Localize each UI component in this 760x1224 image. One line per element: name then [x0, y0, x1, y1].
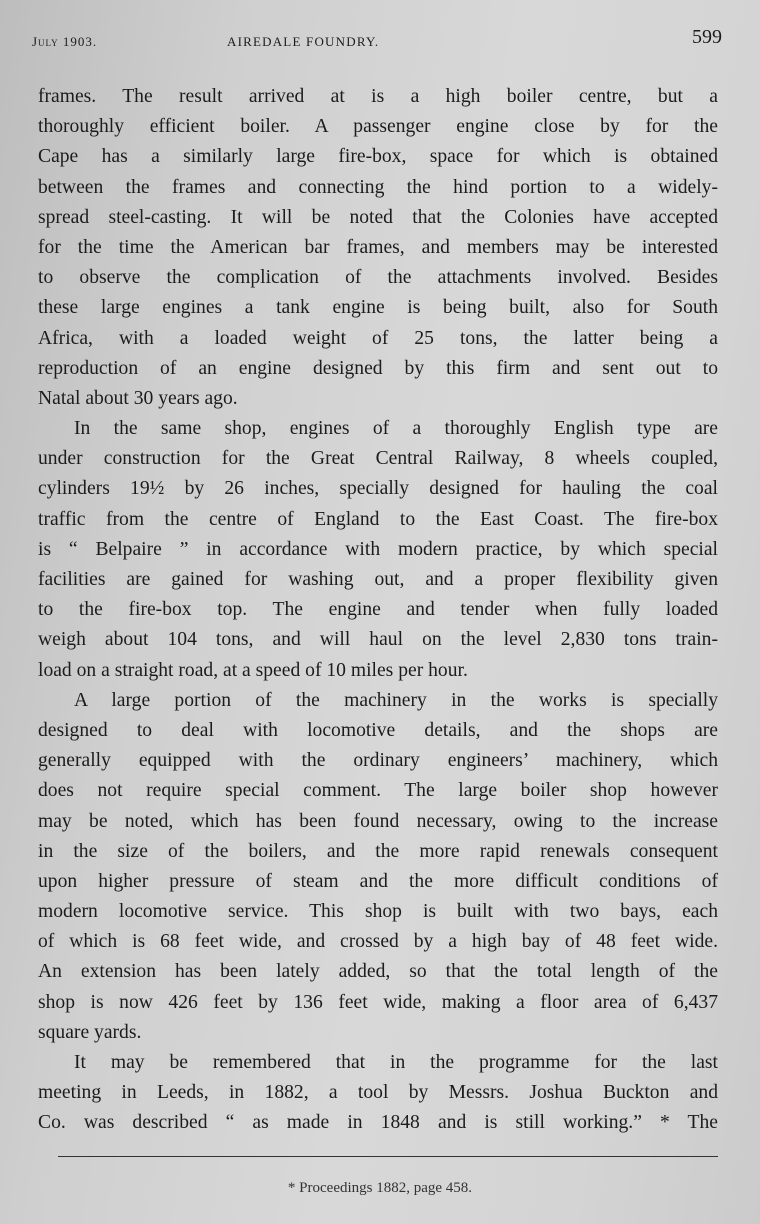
text-line: In the same shop, engines of a thoroughly English type are [74, 418, 718, 440]
text-line: thoroughly efficient boiler. A passenger engine close by for the [38, 116, 718, 138]
text-line: is “ Belpaire ” in accordance with modern practice, by which special [38, 538, 718, 560]
footnote-divider [58, 1156, 718, 1157]
paragraph [38, 414, 718, 686]
text-line: traffic from the centre of England to the East Coast. The fire-box [38, 508, 718, 530]
text-line: An extension has been lately added, so that the total length of the [38, 961, 718, 983]
text-line: It may be remembered that in the programme for the last [74, 1052, 718, 1073]
text-line: meeting in Leeds, in 1882, a tool by Messrs. Joshua Buckton and [38, 1082, 718, 1104]
text-line: Africa, with a loaded weight of 25 tons, the latter being a [38, 327, 718, 349]
text-line: facilities are gained for washing out, and a proper flexibility given [38, 569, 718, 590]
text-line: generally equipped with the ordinary engineers’ machinery, which [38, 750, 718, 772]
text-line: Natal about 30 years ago. [38, 387, 238, 409]
header-date: July 1903. [32, 34, 98, 49]
text-line: upon higher pressure of steam and the more difficult conditions of [38, 870, 718, 892]
text-line: spread steel-casting. It will be noted that the Colonies have accepted [38, 206, 718, 228]
text-line: of which is 68 feet wide, and crossed by a high bay of 48 feet wide. [38, 931, 718, 953]
text-line: load on a straight road, at a speed of 10 miles per hour. [38, 659, 468, 681]
text-line: does not require special comment. The large boiler shop however [38, 780, 718, 802]
text-line: A large portion of the machinery in the works is specially [74, 689, 718, 711]
text-line: for the time the American bar frames, and members may be interested [38, 236, 718, 258]
text-line: reproduction of an engine designed by this firm and sent out to [38, 357, 718, 379]
page-number: 599 [692, 26, 722, 48]
text-line: to observe the complication of the attachments involved. Besides [38, 267, 718, 289]
text-line: under construction for the Great Central Railway, 8 wheels coupled, [38, 448, 718, 470]
text-line: may be noted, which has been found necessary, owing to the increase [38, 810, 718, 832]
paragraph [38, 1048, 718, 1139]
text-line: to the fire-box top. The engine and tender when fully loaded [38, 599, 718, 621]
body-text [38, 82, 718, 1139]
paragraph [38, 686, 718, 1048]
footnote: * Proceedings 1882, page 458. [287, 1180, 473, 1196]
paragraph [38, 82, 718, 414]
text-line: cylinders 19½ by 26 inches, specially designed for hauling the coal [38, 478, 718, 500]
text-line: designed to deal with locomotive details, and the shops are [38, 719, 718, 741]
text-line: frames. The result arrived at is a high boiler centre, but a [38, 86, 718, 107]
text-line: in the size of the boilers, and the more rapid renewals consequent [38, 840, 718, 862]
text-line: modern locomotive service. This shop is built with two bays, each [38, 901, 718, 923]
header-title: AIREDALE FOUNDRY. [227, 34, 380, 49]
text-line: Cape has a similarly large fire-box, space for which is obtained [38, 146, 718, 168]
text-line: weigh about 104 tons, and will haul on the level 2,830 tons train- [38, 629, 718, 651]
text-line: Co. was described “ as made in 1848 and is still working.” * The [38, 1112, 718, 1134]
running-header [32, 26, 722, 54]
text-line: square yards. [38, 1021, 142, 1043]
text-line: shop is now 426 feet by 136 feet wide, making a floor area of 6,437 [38, 991, 718, 1013]
text-line: between the frames and connecting the hind portion to a widely- [38, 176, 718, 198]
text-line: these large engines a tank engine is being built, also for South [38, 297, 718, 319]
